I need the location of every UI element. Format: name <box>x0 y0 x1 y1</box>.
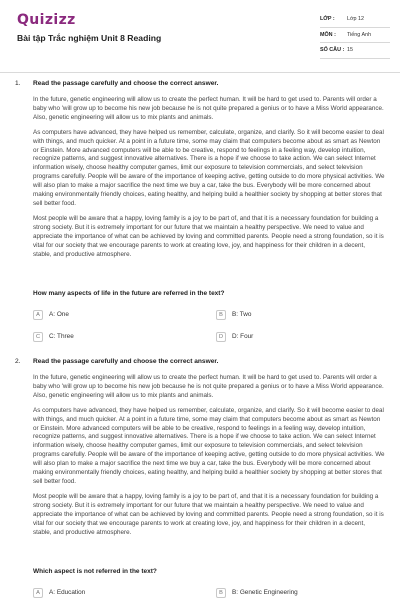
passage-paragraph: Most people will be aware that a happy, loving family is a joy to be part of, and that it is a necessary foundation for building a strong society. But it is extremely important for our future that we maintain a healthy perspective. We need to value and appreciate the importance of what can be achieved by loving and committed parents. People need a strong foundation, so it is vital for our society that we encourage parents to work at creating love, joy, and happiness for their children in a decent, stable, and productive atmosphere. <box>33 214 384 258</box>
option-label: B: Genetic Engineering <box>232 589 298 596</box>
option-letter: D <box>216 332 226 342</box>
passage-paragraph: As computers have advanced, they have helped us remember, calculate, organize, and clarify. So it will become easier to deal with things, and much quicker. At a point in a future time, some may claim that computers become about as smart as Newton or Einstein. More advanced computers will be able to be creative, respond to feelings in a feeling way, develop intuition, recognize patterns, and suggest innovative alternatives. There is a hope if we choose to take action. We can select Internet information wisely, choose healthy computer games, limit our exposure to television commercials, and select television programs carefully. People will be aware of the importance of keeping active, getting outside to do more physical activities. We will also plan to make a major sacrifice the next time we buy a car, take the bus. Everybody will be more concerned about making environmentally friendly choices, eating healthy, and helping build a healthier society by shopping at better stores that sell better food. <box>33 128 385 207</box>
meta-value: 15 <box>347 47 353 54</box>
meta-key: SỐ CÂU : <box>320 47 345 54</box>
worksheet-meta <box>320 12 390 59</box>
page-title: Bài tập Trắc nghiệm Unit 8 Reading <box>17 33 162 43</box>
answer-option-a[interactable] <box>33 309 69 320</box>
option-label: A: One <box>49 311 69 318</box>
passage-paragraph: As computers have advanced, they have helped us remember, calculate, organize, and clarify. So it will become easier to deal with things, and much quicker. At a point in a future time, some may claim that computers become about as smart as Newton or Einstein. More advanced computers will be able to be creative, respond to feelings in a feeling way, develop intuition, recognize patterns, and suggest innovative alternatives. There is a hope if we choose to take action. We can select Internet information wisely, choose healthy computer games, limit our exposure to television commercials, and select television programs carefully. People will be aware of the importance of keeping active, getting outside to do more physical activities. We will also plan to make a major sacrifice the next time we buy a car, take the bus. Everybody will be more concerned about making environmentally friendly choices, eating healthy, and helping build a healthier society by shopping at better stores that sell better food. <box>33 406 385 485</box>
answer-option-a[interactable] <box>33 587 85 598</box>
option-label: D: Four <box>232 333 254 340</box>
passage-paragraph: In the future, genetic engineering will allow us to create the perfect human. It will be hard to get used to. Parents will order a baby who 'will grow up to become his new job because he is not quite prepared a genius or to have a Miss World appearance. Also, genetic engineering will allow us to mix plants and animals. <box>33 96 384 121</box>
answer-option-b[interactable] <box>216 309 251 320</box>
header-divider <box>0 72 400 73</box>
question-number: 2. <box>15 358 21 365</box>
question-prompt: How many aspects of life in the future are referred in the text? <box>33 290 225 297</box>
option-letter: B <box>216 310 226 320</box>
meta-row-count <box>320 43 390 59</box>
passage-paragraph: Most people will be aware that a happy, loving family is a joy to be part of, and that it is a necessary foundation for building a strong society. But it is extremely important for our future that we maintain a healthy perspective. We need to value and appreciate the importance of what can be achieved by loving and committed parents. People need a strong foundation, so it is vital for our society that we encourage parents to work at creating love, joy, and happiness for their children in a decent, stable, and productive atmosphere. <box>33 492 384 536</box>
quizizz-logo: Quizizz <box>17 12 76 28</box>
question-body <box>33 80 385 259</box>
question-instruction: Read the passage carefully and choose the correct answer. <box>33 358 219 365</box>
passage-paragraph: In the future, genetic engineering will allow us to create the perfect human. It will be hard to get used to. Parents will order a baby who 'will grow up to become his new job because he is not quite prepared a genius or to have a Miss World appearance. Also, genetic engineering will allow us to mix plants and animals. <box>33 374 384 399</box>
question-prompt: Which aspect is not referred in the text? <box>33 568 157 575</box>
option-label: C: Three <box>49 333 74 340</box>
option-letter: A <box>33 588 43 598</box>
answer-option-c[interactable] <box>33 331 74 342</box>
question-body <box>33 358 385 537</box>
meta-row-class <box>320 12 390 28</box>
worksheet-header <box>0 0 400 70</box>
meta-key: LỚP : <box>320 16 335 23</box>
answer-option-b[interactable] <box>216 587 298 598</box>
question-number: 1. <box>15 80 21 87</box>
meta-row-subject <box>320 28 390 44</box>
option-label: B: Two <box>232 311 252 318</box>
option-letter: C <box>33 332 43 342</box>
meta-value: Tiếng Anh <box>347 31 372 38</box>
question-instruction: Read the passage carefully and choose the correct answer. <box>33 80 219 87</box>
option-letter: B <box>216 588 226 598</box>
option-label: A: Education <box>49 589 86 596</box>
meta-value: Lớp 12 <box>347 16 365 23</box>
option-letter: A <box>33 310 43 320</box>
meta-key: MÔN : <box>320 31 336 38</box>
answer-option-d[interactable] <box>216 331 253 342</box>
